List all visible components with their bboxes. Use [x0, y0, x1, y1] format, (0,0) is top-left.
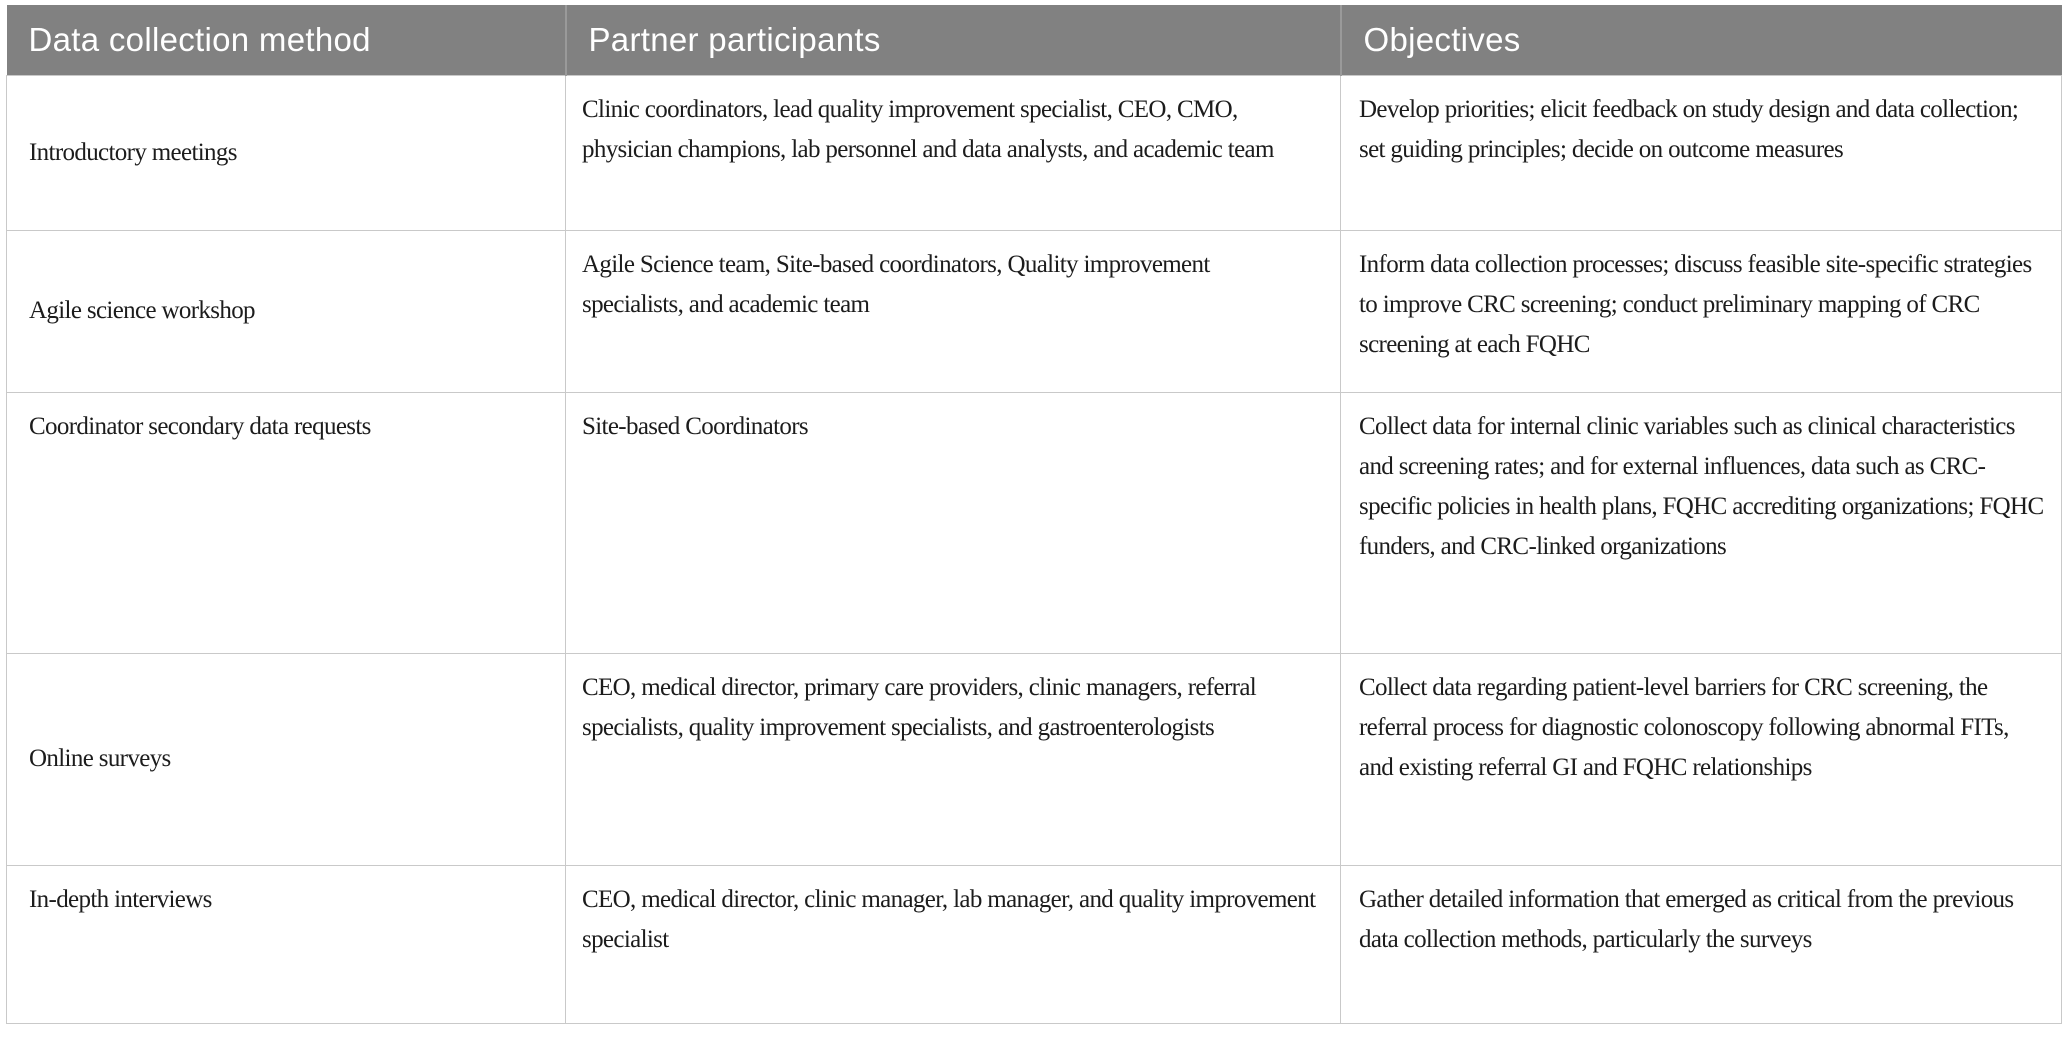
cell-participants: CEO, medical director, primary care providers, clinic managers, referral specialists, quality improvement specialists, and gastroenterologists — [566, 653, 1341, 865]
cell-method: Coordinator secondary data requests — [7, 392, 566, 653]
cell-objectives: Inform data collection processes; discuss feasible site-specific strategies to improve CRC screening; conduct preliminary mapping of CRC screening at each FQHC — [1341, 230, 2062, 392]
cell-method: In-depth interviews — [7, 865, 566, 1023]
cell-objectives: Develop priorities; elicit feedback on study design and data collection; set guiding principles; decide on outcome measures — [1341, 75, 2062, 230]
table-row — [7, 865, 2062, 1023]
data-collection-table — [6, 5, 2062, 1024]
table-row — [7, 653, 2062, 865]
column-header-method: Data collection method — [7, 5, 566, 75]
cell-participants: Agile Science team, Site-based coordinators, Quality improvement specialists, and academic team — [566, 230, 1341, 392]
cell-participants: Site-based Coordinators — [566, 392, 1341, 653]
cell-method: Introductory meetings — [7, 75, 566, 230]
cell-method: Agile science workshop — [7, 230, 566, 392]
cell-objectives: Collect data for internal clinic variables such as clinical characteristics and screening rates; and for external influences, data such as CRC-specific policies in health plans, FQHC accrediting organizations; FQHC funders, and CRC-linked organizations — [1341, 392, 2062, 653]
column-header-participants: Partner participants — [566, 5, 1341, 75]
column-header-objectives: Objectives — [1341, 5, 2062, 75]
header-row — [7, 5, 2062, 75]
table-row — [7, 75, 2062, 230]
cell-participants: Clinic coordinators, lead quality improvement specialist, CEO, CMO, physician champions, lab personnel and data analysts, and academic team — [566, 75, 1341, 230]
cell-objectives: Collect data regarding patient-level barriers for CRC screening, the referral process for diagnostic colonoscopy following abnormal FITs, and existing referral GI and FQHC relationships — [1341, 653, 2062, 865]
cell-method: Online surveys — [7, 653, 566, 865]
table-row — [7, 392, 2062, 653]
cell-objectives: Gather detailed information that emerged as critical from the previous data collection methods, particularly the surveys — [1341, 865, 2062, 1023]
cell-participants: CEO, medical director, clinic manager, lab manager, and quality improvement specialist — [566, 865, 1341, 1023]
table-row — [7, 230, 2062, 392]
